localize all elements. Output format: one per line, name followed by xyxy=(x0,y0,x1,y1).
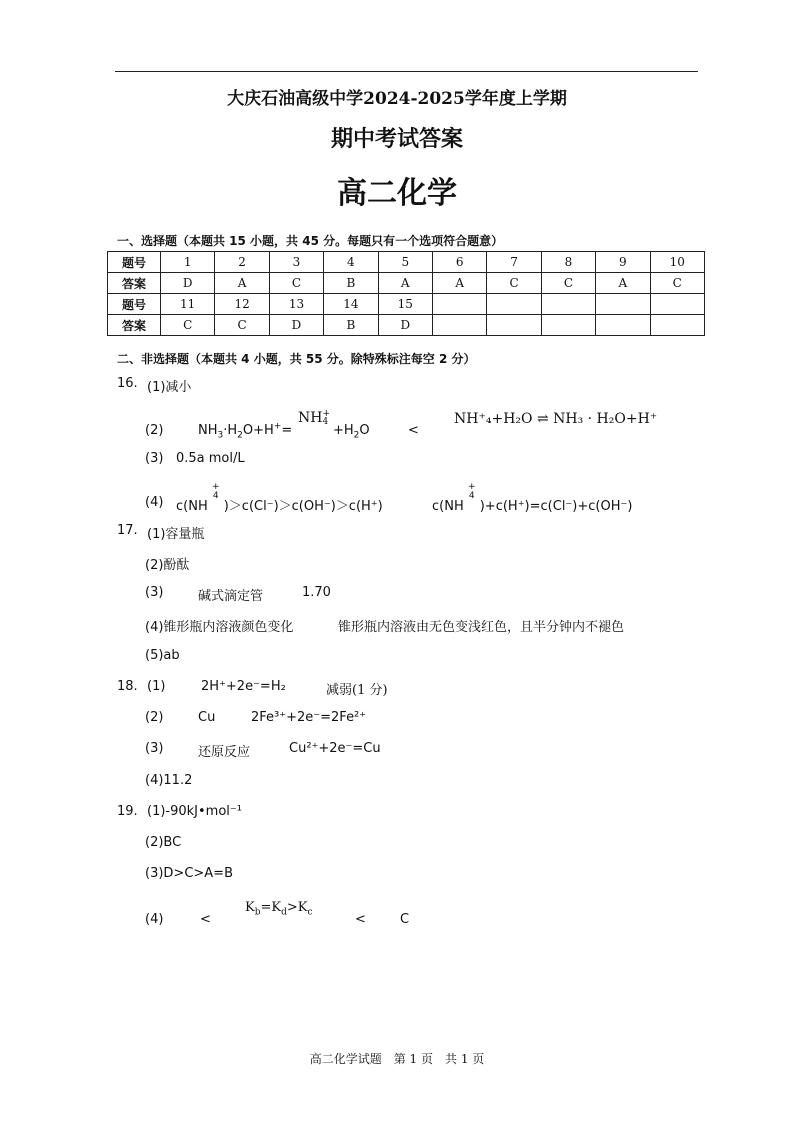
table-cell xyxy=(541,294,595,315)
school-title: 大庆石油高级中学2024-2025学年度上学期 xyxy=(227,89,567,109)
table-cell xyxy=(650,315,704,336)
q17-part2: (2)酚酞 xyxy=(145,558,190,573)
table-row xyxy=(108,273,705,294)
q16-number: 16. xyxy=(117,376,138,391)
table-cell xyxy=(432,315,486,336)
table-cell: C xyxy=(650,273,704,294)
table-header-cell: 答案 xyxy=(108,315,161,336)
table-cell: C xyxy=(215,315,269,336)
table-cell: 8 xyxy=(541,252,595,273)
q18-part3-reaction-type: 还原反应 xyxy=(198,745,251,760)
table-cell: C xyxy=(487,273,541,294)
q17-part1: (1)容量瓶 xyxy=(147,527,205,542)
table-cell: A xyxy=(378,273,432,294)
table-header-cell: 答案 xyxy=(108,273,161,294)
q19-part3: (3)D>C>A=B xyxy=(145,866,233,881)
table-cell xyxy=(432,294,486,315)
table-cell: D xyxy=(269,315,323,336)
table-cell: 11 xyxy=(161,294,215,315)
q16-part1: (1)减小 xyxy=(147,380,192,395)
q19-part4-label: (4) xyxy=(145,912,164,927)
q16-part4-charge-balance: c(NH + 4 )+c(H⁺)=c(Cl⁻)+c(OH⁻) xyxy=(432,482,633,514)
table-cell: 9 xyxy=(596,252,650,273)
table-header-cell: 题号 xyxy=(108,294,161,315)
q19-part4-answer: C xyxy=(400,912,410,927)
q18-part3-label: (3) xyxy=(145,741,164,756)
table-cell: B xyxy=(324,315,378,336)
table-cell: C xyxy=(269,273,323,294)
q16-ammonium-ion: NH + 4 xyxy=(298,409,331,427)
q18-part3-equation: Cu²⁺+2e⁻=Cu xyxy=(289,741,381,756)
table-cell: A xyxy=(596,273,650,294)
table-cell: A xyxy=(215,273,269,294)
table-cell xyxy=(596,315,650,336)
table-row xyxy=(108,252,705,273)
table-cell: 6 xyxy=(432,252,486,273)
exam-title: 期中考试答案 xyxy=(330,127,463,152)
q17-number: 17. xyxy=(117,523,138,538)
q16-part2-label: (2) xyxy=(145,423,164,438)
q16-part2-equation-tail: $+H_2O$ xyxy=(333,423,370,441)
section2-title: 二、非选择题（本题共 4 小题，共 55 分。除特殊标注每空 2 分） xyxy=(117,352,476,366)
q16-part3-label: (3) xyxy=(145,451,164,466)
q16-part2-hydrolysis: NH⁺₄+H₂O ⇌ NH₃ · H₂O+H⁺ xyxy=(454,411,658,427)
table-cell: D xyxy=(378,315,432,336)
table-cell: A xyxy=(432,273,486,294)
subject-title: 高二化学 xyxy=(337,176,457,211)
table-cell xyxy=(596,294,650,315)
q19-part1: (1)-90kJ•mol⁻¹ xyxy=(147,804,242,819)
q18-part1-equation: 2H⁺+2e⁻=H₂ xyxy=(201,679,286,694)
q18-part1-note: 减弱(1 分) xyxy=(326,683,388,698)
q19-part4-less-than-1: < xyxy=(200,912,211,927)
table-cell: 3 xyxy=(269,252,323,273)
q16-part2-less-than: < xyxy=(408,423,419,438)
q18-part4: (4)11.2 xyxy=(145,773,193,788)
table-cell: 14 xyxy=(324,294,378,315)
q16-part3-answer: 0.5a mol/L xyxy=(176,451,245,466)
table-cell: B xyxy=(324,273,378,294)
table-cell: 15 xyxy=(378,294,432,315)
q17-part5: (5)ab xyxy=(145,648,180,663)
table-row xyxy=(108,294,705,315)
section1-title: 一、选择题（本题共 15 小题，共 45 分。每题只有一个选项符合题意） xyxy=(117,234,504,248)
q16-part2-equation: $NH_3\cdot H_2O+H^+=$ xyxy=(198,421,293,441)
q19-number: 19. xyxy=(117,804,138,819)
table-cell: C xyxy=(161,315,215,336)
q17-part4-observe: (4)锥形瓶内溶液颜色变化 xyxy=(145,620,294,635)
q18-part2-label: (2) xyxy=(145,710,164,725)
q19-part2: (2)BC xyxy=(145,835,182,850)
q17-part3-volume: 1.70 xyxy=(302,585,331,600)
q19-part4-less-than-2: < xyxy=(355,912,366,927)
table-cell: D xyxy=(161,273,215,294)
q18-part2-equation: 2Fe³⁺+2e⁻=2Fe²⁺ xyxy=(251,710,367,725)
table-cell: 5 xyxy=(378,252,432,273)
table-cell: 10 xyxy=(650,252,704,273)
q17-part3-buret: 碱式滴定管 xyxy=(198,589,264,604)
table-cell: 4 xyxy=(324,252,378,273)
table-cell: 2 xyxy=(215,252,269,273)
q18-number: 18. xyxy=(117,679,138,694)
table-cell: 13 xyxy=(269,294,323,315)
q17-part4-endpoint: 锥形瓶内溶液由无色变浅红色，且半分钟内不褪色 xyxy=(338,620,625,635)
table-cell xyxy=(541,315,595,336)
answer-table xyxy=(107,251,705,336)
table-cell: 1 xyxy=(161,252,215,273)
header-rule xyxy=(115,71,698,72)
q18-part2-electrode: Cu xyxy=(198,710,216,725)
table-cell: 7 xyxy=(487,252,541,273)
table-row xyxy=(108,315,705,336)
q17-part3-label: (3) xyxy=(145,585,164,600)
table-cell xyxy=(487,315,541,336)
q16-part4-label: (4) xyxy=(145,495,164,510)
q18-part1-label: (1) xyxy=(147,679,166,694)
table-cell: 12 xyxy=(215,294,269,315)
page-footer: 高二化学试题 第 1 页 共 1 页 xyxy=(309,1052,485,1066)
table-cell xyxy=(650,294,704,315)
table-header-cell: 题号 xyxy=(108,252,161,273)
q16-part4-ion-order: c(NH + 4 )＞c(Cl⁻)＞c(OH⁻)＞c(H⁺) xyxy=(176,482,383,514)
q19-part4-equilibrium-constants: $K_b=K_d>K_c$ xyxy=(245,900,313,918)
table-cell: C xyxy=(541,273,595,294)
table-cell xyxy=(487,294,541,315)
